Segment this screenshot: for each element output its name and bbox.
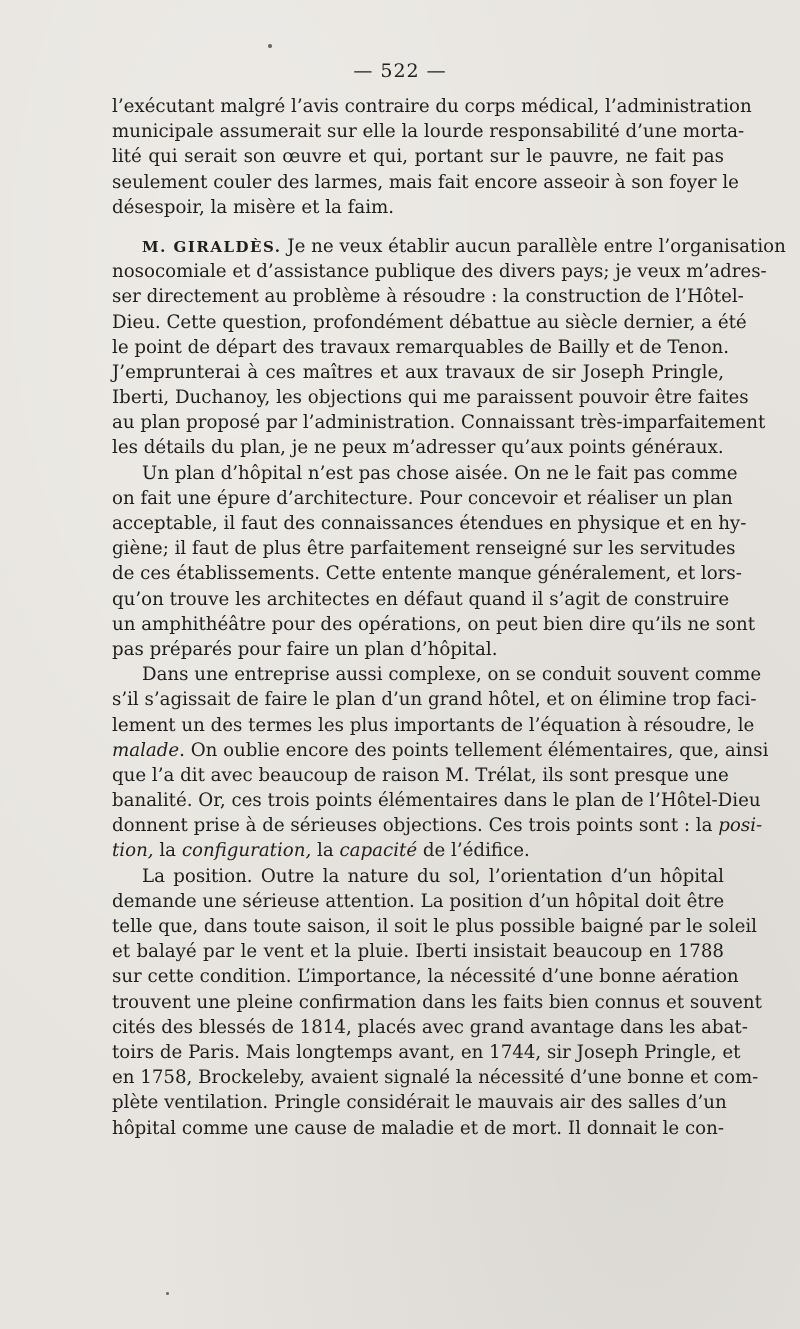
text-line: toirs de Paris. Mais longtemps avant, en 1744, sir Joseph Pringle, et: [112, 1041, 741, 1063]
page-number: — 522 —: [353, 60, 447, 82]
paragraph-2: [112, 234, 786, 461]
text-line: hôpital comme une cause de maladie et de mort. Il donnait le con-: [112, 1117, 724, 1139]
text-line: et balayé par le vent et la pluie. Iberti insistait beaucoup en 1788: [112, 941, 724, 963]
paragraph-5: [112, 864, 762, 1141]
text-span: la: [311, 840, 340, 862]
text-line: désespoir, la misère et la faim.: [112, 196, 395, 218]
text-line: plète ventilation. Pringle considérait le mauvais air des salles d’un: [112, 1092, 727, 1114]
ink-speck: [268, 44, 272, 48]
text-line: [112, 234, 786, 259]
text-line: lement un des termes les plus importants de l’équation à résoudre, le: [112, 714, 755, 736]
speaker-name: M. GIRALDÈS.: [142, 237, 282, 256]
text-span: Je ne veux établir aucun parallèle entre l’organisation: [281, 235, 786, 257]
text-line: sur cette condition. L’importance, la nécessité d’une bonne aération: [112, 966, 739, 988]
text-line: Un plan d’hôpital n’est pas chose aisée. On ne le fait pas comme: [142, 462, 738, 484]
text-line: Dans une entreprise aussi complexe, on se conduit souvent comme: [142, 664, 762, 686]
text-span: la: [153, 840, 182, 862]
text-line: cités des blessés de 1814, placés avec grand avantage dans les abat-: [112, 1016, 748, 1038]
text-line: J’emprunterai à ces maîtres et aux travaux de sir Joseph Pringle,: [112, 361, 724, 383]
italic-term: configuration,: [181, 840, 312, 862]
text-line: s’il s’agissait de faire le plan d’un grand hôtel, et on élimine trop faci-: [112, 689, 757, 711]
ink-speck: [166, 1292, 169, 1295]
text-line: un amphithéâtre pour des opérations, on peut bien dire qu’ils ne sont: [112, 613, 756, 635]
text-line: telle que, dans toute saison, il soit le plus possible baigné par le soleil: [112, 916, 757, 937]
italic-term: posi-: [718, 815, 763, 837]
text-line: au plan proposé par l’administration. Connaissant très-imparfaitement: [112, 412, 766, 434]
text-line: le point de départ des travaux remarquables de Bailly et de Tenon.: [112, 336, 730, 358]
text-line: lité qui serait son œuvre et qui, portant sur le pauvre, ne fait pas: [112, 146, 724, 168]
paragraph-3: [112, 461, 756, 663]
text-line: Dieu. Cette question, profondément débattue au siècle dernier, a été: [112, 311, 747, 333]
italic-term: malade: [112, 739, 180, 761]
text-span: donnent prise à de sérieuses objections. Ces trois points sont : la: [112, 815, 719, 837]
text-line: que l’a dit avec beaucoup de raison M. Trélat, ils sont presque une: [112, 764, 729, 786]
italic-term: tion,: [112, 840, 154, 862]
text-line: [112, 838, 724, 863]
italic-term: capacité: [339, 840, 418, 862]
paragraph-1: [112, 94, 752, 220]
text-line: l’exécutant malgré l’avis contraire du corps médical, l’administration: [112, 96, 752, 117]
text-span: de l’édifice.: [417, 840, 530, 862]
text-line: en 1758, Brockeleby, avaient signalé la nécessité d’une bonne et com-: [112, 1067, 759, 1089]
text-line: les détails du plan, je ne peux m’adresser qu’aux points généraux.: [112, 437, 724, 459]
text-line: La position. Outre la nature du sol, l’orientation d’un hôpital: [142, 865, 724, 887]
text-line: Iberti, Duchanoy, les objections qui me paraissent pouvoir être faites: [112, 387, 749, 409]
paragraph-4: [112, 662, 769, 864]
text-span: . On oublie encore des points tellement élémentaires, que, ainsi: [179, 739, 769, 761]
text-line: municipale assumerait sur elle la lourde responsabilité d’une morta-: [112, 121, 745, 143]
text-line: trouvent une pleine confirmation dans les faits bien connus et souvent: [112, 991, 762, 1013]
text-line: ser directement au problème à résoudre : la construction de l’Hôtel-: [112, 286, 744, 308]
text-line: demande une sérieuse attention. La position d’un hôpital doit être: [112, 890, 725, 912]
text-line: giène; il faut de plus être parfaitement renseigné sur les servitudes: [112, 538, 736, 560]
text-line: banalité. Or, ces trois points élémentaires dans le plan de l’Hôtel-Dieu: [112, 790, 761, 812]
text-line: [112, 813, 763, 838]
text-line: on fait une épure d’architecture. Pour concevoir et réaliser un plan: [112, 487, 733, 509]
text-line: nosocomiale et d’assistance publique des divers pays; je veux m’adres-: [112, 261, 767, 283]
text-line: acceptable, il faut des connaissances étendues en physique et en hy-: [112, 513, 747, 534]
text-line: de ces établissements. Cette entente manque généralement, et lors-: [112, 563, 742, 585]
text-line: [112, 738, 769, 763]
body-text: [112, 94, 786, 1141]
text-line: pas préparés pour faire un plan d’hôpital.: [112, 638, 498, 660]
text-line: qu’on trouve les architectes en défaut quand il s’agit de construire: [112, 588, 730, 610]
text-line: seulement couler des larmes, mais fait encore asseoir à son foyer le: [112, 171, 739, 193]
